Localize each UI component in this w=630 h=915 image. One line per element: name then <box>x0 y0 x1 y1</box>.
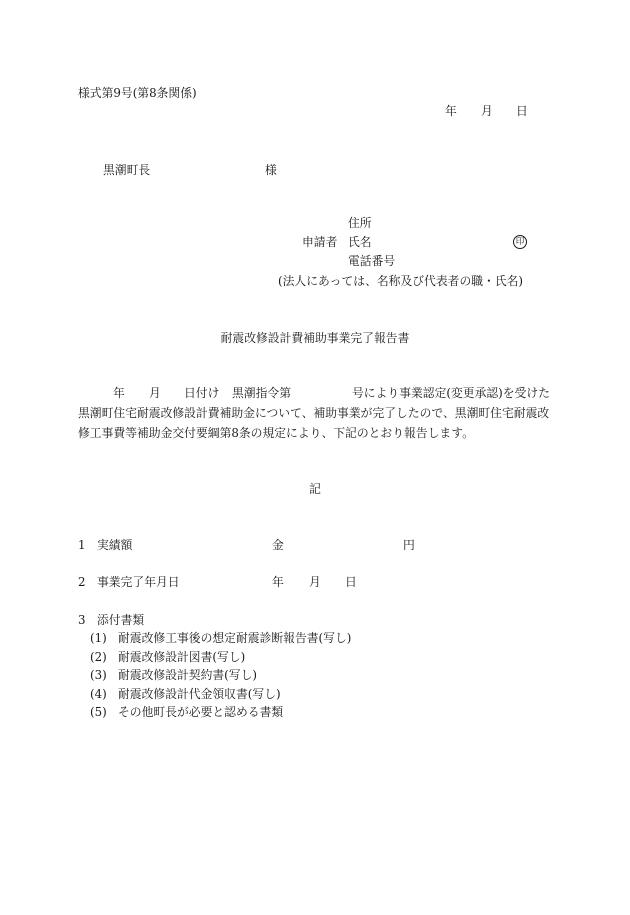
attachment-number: (3) <box>90 668 107 682</box>
form-number: 様式第9号(第8条関係) <box>78 86 197 100</box>
date-day-label: 日 <box>516 104 528 118</box>
addressee-honorific: 様 <box>265 163 277 177</box>
attachment-text: 耐震改修設計契約書(写し) <box>118 668 257 682</box>
item2-day: 日 <box>345 575 357 589</box>
applicant-label: 申請者 <box>302 235 338 249</box>
item2-label: 事業完了年月日 <box>97 575 180 589</box>
item1-currency-unit: 円 <box>403 538 415 552</box>
item1-currency-prefix: 金 <box>272 538 284 552</box>
date-month-label: 月 <box>481 104 493 118</box>
item3-label: 添付書類 <box>97 613 145 627</box>
item3-number: 3 <box>78 613 86 627</box>
body-line2: 黒潮町住宅耐震改修設計費補助金について、補助事業が完了したので、黒潮町住宅耐震改 <box>78 406 550 420</box>
item1-number: 1 <box>78 538 86 552</box>
ki-heading: 記 <box>309 482 321 496</box>
corporate-note: (法人にあっては、名称及び代表者の職・氏名) <box>278 274 524 288</box>
attachment-number: (1) <box>90 631 107 645</box>
document-title: 耐震改修設計費補助事業完了報告書 <box>220 331 410 345</box>
attachment-number: (5) <box>90 705 107 719</box>
attachment-text: 耐震改修設計図書(写し) <box>118 650 246 664</box>
item2-year: 年 <box>272 575 284 589</box>
addressee-name: 黒潮町長 <box>103 163 151 177</box>
attachment-number: (4) <box>90 687 107 701</box>
body-line3: 修工事費等補助金交付要綱第8条の規定により、下記のとおり報告します。 <box>78 426 474 440</box>
attachment-text: 耐震改修工事後の想定耐震診断報告書(写し) <box>118 631 352 645</box>
body-year: 年 <box>113 386 125 400</box>
body-directive-prefix: 黒潮指令第 <box>232 386 291 400</box>
applicant-address-label: 住所 <box>348 216 372 230</box>
applicant-name-label: 氏名 <box>348 235 372 249</box>
applicant-phone-label: 電話番号 <box>348 254 396 268</box>
item1-label: 実績額 <box>97 538 133 552</box>
attachment-number: (2) <box>90 650 107 664</box>
attachment-text: その他町長が必要と認める書類 <box>118 705 284 719</box>
date-year-label: 年 <box>445 104 457 118</box>
seal-icon: 印 <box>513 235 527 249</box>
body-dated: 日付け <box>184 386 220 400</box>
item2-month: 月 <box>309 575 321 589</box>
body-line1-rest: 号により事業認定(変更承認)を受けた <box>352 386 550 400</box>
item2-number: 2 <box>78 575 86 589</box>
body-month: 月 <box>149 386 161 400</box>
attachment-text: 耐震改修設計代金領収書(写し) <box>118 687 281 701</box>
